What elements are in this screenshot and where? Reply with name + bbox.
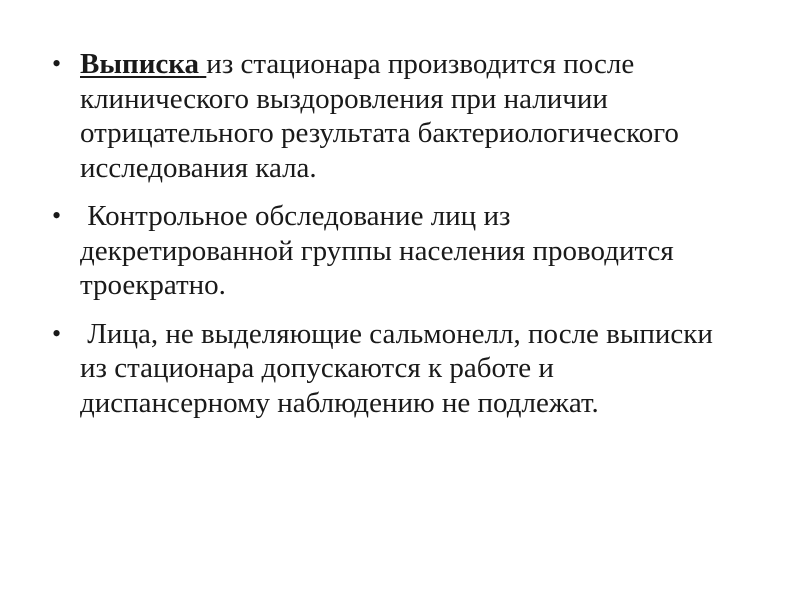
bullet-text-rest: из стационара производится после клинического выздоровления при наличии отрицательного результата бактериологического исследования кала.	[80, 48, 679, 184]
bullet-dot-icon: •	[52, 318, 62, 348]
bullet-dot-icon: •	[52, 201, 62, 230]
bullet-dot-icon: •	[52, 49, 62, 78]
bullet-item-control-exam	[52, 199, 740, 303]
bullet-item-discharge	[52, 47, 740, 185]
bold-term: Выписка	[80, 48, 200, 80]
bullet-list	[52, 47, 740, 420]
bullet-text	[80, 47, 730, 185]
bullet-item-persons	[52, 317, 740, 421]
bullet-text: Контрольное обследование лиц из декретированной группы населения проводится троекратно.	[80, 200, 674, 301]
bullet-text: Лица, не выделяющие сальмонелл, после выписки из стационара допускаются к работе и диспансерному наблюдению не подлежат.	[80, 317, 713, 419]
